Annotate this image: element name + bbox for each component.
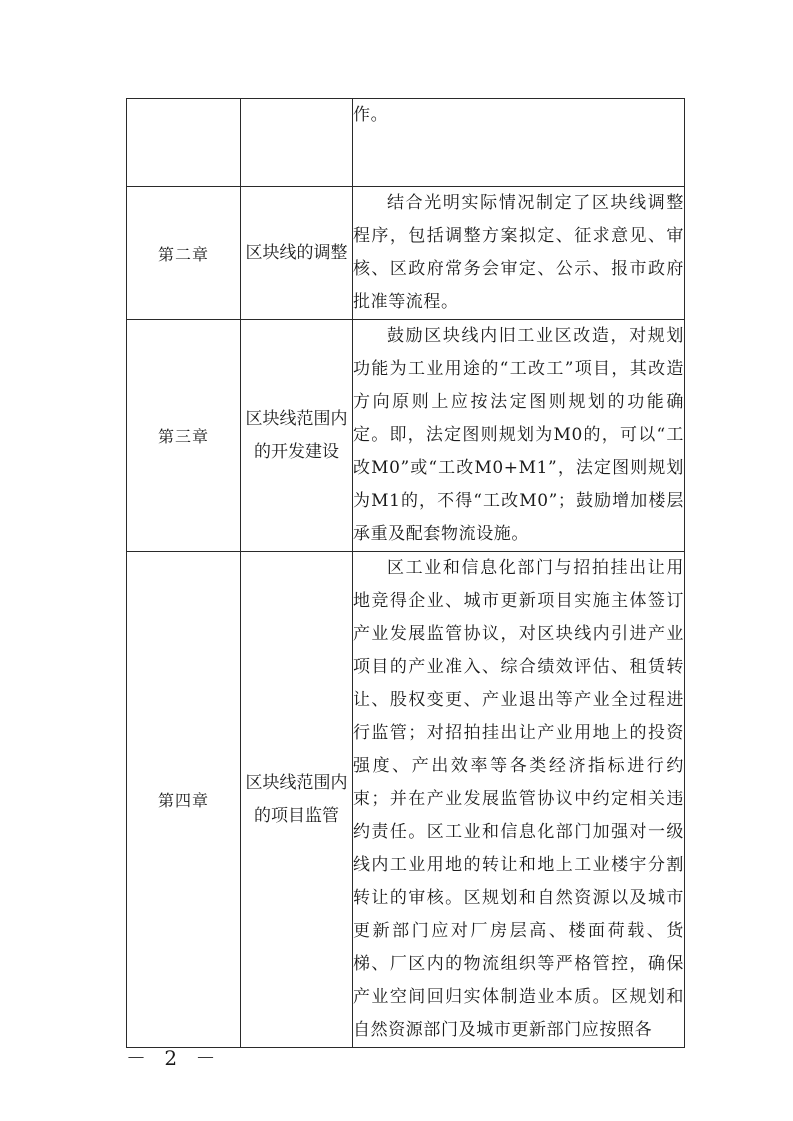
regulation-table [126,98,685,1048]
page-number: － 2 － [126,1046,222,1070]
table-row [127,99,685,187]
chapter-cell: 第四章 [127,552,241,1048]
table-row [127,320,685,552]
chapter-cell: 第三章 [127,320,241,552]
content-text: 鼓励区块线内旧工业区改造，对规划功能为工业用途的“工改工”项目，其改造方向原则上应按法定图则规划的功能确定。即，法定图则规划为M0的，可以“工改M0”或“工改M0+M1”，法定图则规划为M1的，不得“工改M0”；鼓励增加楼层承重及配套物流设施。 [353,326,684,544]
content-cell [353,320,685,552]
content-text: 作。 [353,105,389,125]
title-cell: 区块线范围内的开发建设 [241,320,353,552]
chapter-cell [127,99,241,187]
content-cell [353,99,685,187]
table-row [127,552,685,1048]
table-row [127,187,685,320]
content-cell [353,187,685,320]
content-text: 区工业和信息化部门与招拍挂出让用地竞得企业、城市更新项目实施主体签订产业发展监管协议，对区块线内引进产业项目的产业准入、综合绩效评估、租赁转让、股权变更、产业退出等产业全过程进行监管；对招拍挂出让产业用地上的投资强度、产出效率等各类经济指标进行约束；并在产业发展监管协议中约定相关违约责任。区工业和信息化部门加强对一级线内工业用地的转让和地上工业楼宇分割转让的审核。区规划和自然资源以及城市更新部门应对厂房层高、楼面荷载、货梯、厂区内的物流组织等严格管控，确保产业空间回归实体制造业本质。区规划和自然资源部门及城市更新部门应按照各 [353,558,684,1040]
content-cell [353,552,685,1048]
title-cell [241,99,353,187]
content-text: 结合光明实际情况制定了区块线调整程序，包括调整方案拟定、征求意见、审核、区政府常务会审定、公示、报市政府批准等流程。 [353,193,684,312]
title-cell: 区块线范围内的项目监管 [241,552,353,1048]
title-cell: 区块线的调整 [241,187,353,320]
chapter-cell: 第二章 [127,187,241,320]
